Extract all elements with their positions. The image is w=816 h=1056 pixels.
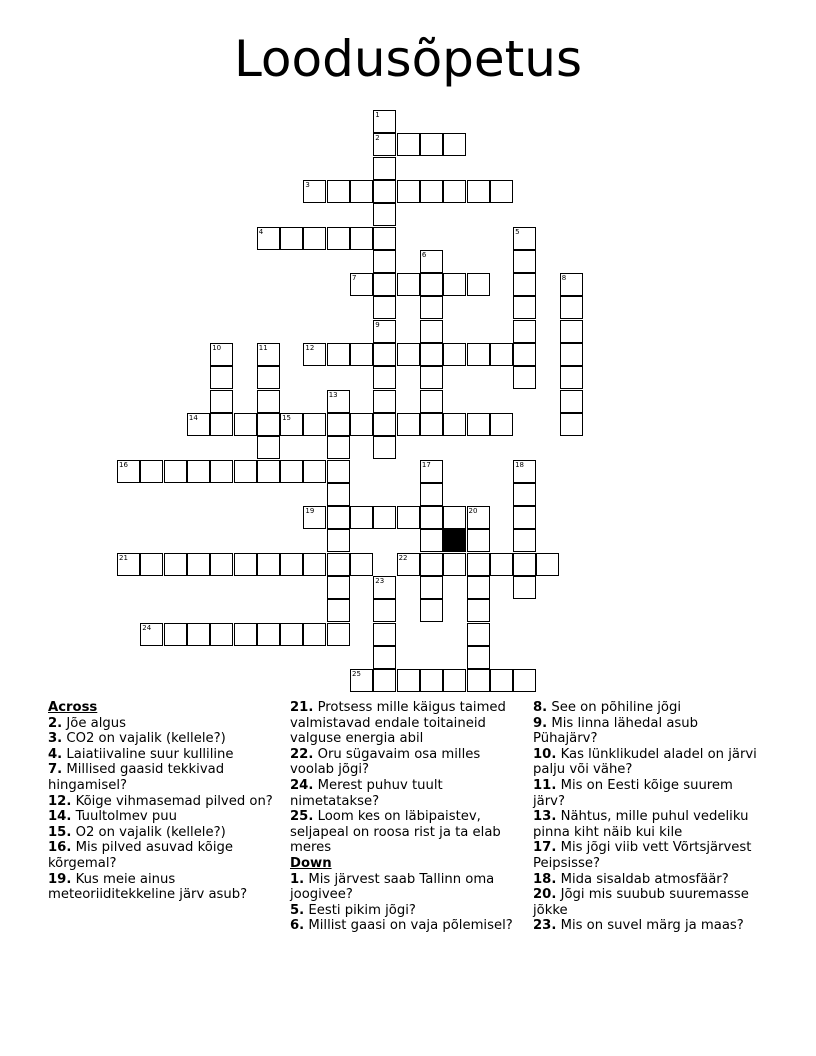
clue-text: Tuultolmev puu — [75, 809, 177, 825]
clue-number-label: 21. — [290, 700, 314, 715]
grid-cell[interactable] — [373, 599, 396, 622]
grid-cell[interactable] — [327, 180, 350, 203]
across-clue — [48, 747, 283, 763]
grid-cell[interactable] — [187, 553, 210, 576]
clue-text: See on põhiline jõgi — [551, 700, 682, 715]
grid-cell[interactable] — [443, 669, 466, 692]
clue-number-label: 19. — [48, 871, 72, 887]
clue-number-label: 13. — [533, 809, 557, 825]
grid-cell[interactable] — [373, 133, 396, 156]
grid-cell[interactable] — [210, 366, 233, 389]
grid-cell[interactable] — [164, 623, 187, 646]
grid-cell[interactable] — [420, 366, 443, 389]
puzzle-title: Loodusõpetus — [233, 30, 583, 88]
clue-text: Jõgi mis suubub suuremasse jõkke — [533, 887, 749, 918]
clue-text: Mis on suvel märg ja maas? — [560, 918, 744, 934]
across-heading: Across — [48, 700, 98, 715]
grid-cell[interactable] — [443, 180, 466, 203]
clue-text: Mis pilved asuvad kõige kõrgemal? — [48, 840, 234, 871]
grid-cell[interactable] — [234, 553, 257, 576]
grid-cell[interactable] — [327, 576, 350, 599]
grid-cell[interactable] — [397, 669, 420, 692]
grid-cell[interactable] — [397, 506, 420, 529]
clue-text: Jõe algus — [66, 715, 126, 731]
grid-cell[interactable] — [257, 413, 280, 436]
grid-cell[interactable] — [350, 506, 373, 529]
grid-cell[interactable] — [420, 250, 443, 273]
grid-cell[interactable] — [560, 366, 583, 389]
grid-cell[interactable] — [164, 460, 187, 483]
clue-text: Kus meie ainus meteoriiditekkeline järv asub? — [48, 871, 248, 903]
grid-cell[interactable] — [373, 203, 396, 226]
clue-text: Mis on Eesti kõige suurem järv? — [533, 777, 733, 809]
grid-cell[interactable] — [560, 343, 583, 366]
across-clue — [48, 762, 283, 793]
down-clue — [533, 716, 765, 747]
grid-cell[interactable] — [513, 366, 536, 389]
across-clue — [48, 731, 283, 747]
clue-text: Kõige vihmasemad pilved on? — [75, 793, 273, 809]
grid-cell[interactable] — [257, 460, 280, 483]
clue-number: 22 — [398, 553, 408, 562]
grid-cell[interactable] — [513, 576, 536, 599]
grid-cell[interactable] — [513, 343, 536, 366]
grid-cell[interactable] — [397, 180, 420, 203]
clue-number-label: 8. — [533, 700, 548, 715]
grid-cell[interactable] — [140, 623, 163, 646]
across-clue — [48, 872, 283, 903]
grid-cell[interactable] — [350, 227, 373, 250]
clue-number: 2 — [375, 134, 380, 143]
grid-cell[interactable] — [327, 553, 350, 576]
grid-cell[interactable] — [397, 413, 420, 436]
grid-cell[interactable] — [420, 180, 443, 203]
grid-cell[interactable] — [350, 273, 373, 296]
grid-cell[interactable] — [350, 413, 373, 436]
grid-cell[interactable] — [327, 623, 350, 646]
grid-cell[interactable] — [373, 436, 396, 459]
clue-text: Protsess mille käigus taimed valmistavad endale toitaineid valguse energia abil — [290, 700, 506, 747]
clue-number-label: 1. — [290, 871, 305, 887]
grid-cell[interactable] — [350, 669, 373, 692]
grid-cell[interactable] — [117, 553, 140, 576]
clue-text: Mis jõgi viib vett Võrtsjärvest Peipsisse? — [533, 840, 752, 871]
grid-cell[interactable] — [257, 553, 280, 576]
grid-cell[interactable] — [373, 320, 396, 343]
grid-cell[interactable] — [257, 343, 280, 366]
clue-number: 19 — [305, 507, 315, 516]
clue-number-label: 2. — [48, 715, 63, 731]
grid-block-cell — [443, 529, 466, 552]
down-clue — [533, 840, 765, 871]
clue-number-label: 14. — [48, 809, 72, 825]
across-clue — [290, 809, 522, 856]
clue-number-label: 10. — [533, 746, 557, 762]
grid-cell[interactable] — [397, 343, 420, 366]
across-clue — [48, 840, 283, 871]
down-clue — [290, 903, 522, 919]
grid-cell[interactable] — [327, 460, 350, 483]
clues-column-2 — [290, 700, 522, 934]
grid-cell[interactable] — [467, 646, 490, 669]
clue-text: O2 on vajalik (kellele?) — [75, 824, 226, 840]
grid-cell[interactable] — [350, 553, 373, 576]
grid-cell[interactable] — [303, 553, 326, 576]
grid-cell[interactable] — [373, 180, 396, 203]
grid-cell[interactable] — [513, 529, 536, 552]
clue-number-label: 11. — [533, 777, 557, 793]
grid-cell[interactable] — [467, 623, 490, 646]
grid-cell[interactable] — [467, 506, 490, 529]
grid-cell[interactable] — [420, 320, 443, 343]
grid-cell[interactable] — [560, 296, 583, 319]
grid-cell[interactable] — [327, 390, 350, 413]
grid-cell[interactable] — [467, 529, 490, 552]
down-clue — [533, 809, 765, 840]
grid-cell[interactable] — [420, 483, 443, 506]
clues-column-3 — [533, 700, 765, 934]
grid-cell[interactable] — [443, 273, 466, 296]
grid-cell[interactable] — [443, 506, 466, 529]
grid-cell[interactable] — [420, 506, 443, 529]
grid-cell[interactable] — [187, 460, 210, 483]
clue-text: Millised gaasid tekkivad hingamisel? — [48, 762, 225, 793]
grid-cell[interactable] — [257, 227, 280, 250]
grid-cell[interactable] — [303, 227, 326, 250]
clue-number: 14 — [188, 413, 198, 422]
clue-number-label: 3. — [48, 731, 63, 747]
grid-cell[interactable] — [420, 460, 443, 483]
clue-number-label: 6. — [290, 918, 305, 934]
clue-text: Mida sisaldab atmosfäär? — [560, 871, 729, 887]
grid-cell[interactable] — [280, 227, 303, 250]
clue-number: 25 — [352, 670, 361, 679]
grid-cell[interactable] — [210, 413, 233, 436]
clues-column-1 — [48, 700, 283, 903]
clue-number: 9 — [375, 320, 380, 329]
grid-cell[interactable] — [443, 413, 466, 436]
clue-number: 10 — [212, 344, 222, 352]
grid-cell[interactable] — [187, 413, 210, 436]
clue-number: 8 — [561, 274, 567, 283]
grid-cell[interactable] — [420, 133, 443, 156]
grid-cell[interactable] — [373, 296, 396, 319]
grid-cell[interactable] — [303, 180, 326, 203]
clue-number: 3 — [305, 180, 310, 189]
clue-number-label: 4. — [48, 746, 63, 762]
clue-number: 5 — [515, 227, 520, 236]
grid-cell[interactable] — [327, 483, 350, 506]
clue-number: 16 — [119, 460, 128, 469]
grid-cell[interactable] — [327, 529, 350, 552]
clue-number-label: 16. — [48, 840, 72, 856]
grid-cell[interactable] — [373, 227, 396, 250]
grid-cell[interactable] — [513, 669, 536, 692]
clue-number: 24 — [142, 623, 152, 632]
grid-cell[interactable] — [210, 553, 233, 576]
clue-number-label: 5. — [290, 902, 305, 918]
clue-text: Mis järvest saab Tallinn oma joogivee? — [290, 871, 495, 903]
grid-cell[interactable] — [420, 296, 443, 319]
grid-cell[interactable] — [373, 343, 396, 366]
grid-cell[interactable] — [513, 483, 536, 506]
clue-number-label: 25. — [290, 809, 314, 825]
across-clue — [290, 700, 522, 747]
clue-text: Merest puhuv tuult nimetatakse? — [290, 777, 443, 809]
grid-cell[interactable] — [327, 506, 350, 529]
grid-cell[interactable] — [490, 343, 513, 366]
clue-number-label: 24. — [290, 777, 314, 793]
grid-cell[interactable] — [303, 413, 326, 436]
grid-cell[interactable] — [443, 343, 466, 366]
down-clue — [533, 778, 765, 809]
clue-text: Kas lünklikudel aladel on järvi palju või vähe? — [533, 746, 757, 778]
grid-cell[interactable] — [397, 133, 420, 156]
grid-cell[interactable] — [490, 413, 513, 436]
grid-cell[interactable] — [420, 576, 443, 599]
grid-cell[interactable] — [560, 273, 583, 296]
grid-cell[interactable] — [467, 273, 490, 296]
grid-cell[interactable] — [536, 553, 559, 576]
grid-cell[interactable] — [187, 623, 210, 646]
grid-cell[interactable] — [467, 576, 490, 599]
grid-cell[interactable] — [373, 366, 396, 389]
grid-cell[interactable] — [327, 436, 350, 459]
grid-cell[interactable] — [420, 553, 443, 576]
grid-cell[interactable] — [467, 180, 490, 203]
grid-cell[interactable] — [420, 599, 443, 622]
clue-number-label: 18. — [533, 871, 557, 887]
grid-cell[interactable] — [373, 157, 396, 180]
grid-cell[interactable] — [373, 273, 396, 296]
grid-cell[interactable] — [513, 273, 536, 296]
grid-cell[interactable] — [467, 413, 490, 436]
across-clue — [48, 809, 283, 825]
grid-cell[interactable] — [327, 343, 350, 366]
grid-cell[interactable] — [210, 390, 233, 413]
grid-cell[interactable] — [234, 413, 257, 436]
clue-number-label: 17. — [533, 840, 557, 856]
grid-cell[interactable] — [373, 110, 396, 133]
grid-cell[interactable] — [420, 413, 443, 436]
grid-cell[interactable] — [513, 506, 536, 529]
clue-number: 12 — [305, 344, 315, 352]
grid-cell[interactable] — [303, 506, 326, 529]
grid-cell[interactable] — [397, 273, 420, 296]
clue-text: Oru sügavaim osa milles voolab jõgi? — [290, 746, 481, 778]
grid-cell[interactable] — [373, 669, 396, 692]
down-clue — [533, 872, 765, 888]
grid-cell[interactable] — [140, 553, 163, 576]
grid-cell[interactable] — [467, 553, 490, 576]
grid-cell[interactable] — [420, 669, 443, 692]
clue-number: 11 — [258, 344, 268, 352]
clue-number: 17 — [421, 460, 431, 469]
clue-number-label: 22. — [290, 746, 314, 762]
clue-text: Loom kes on läbipaistev, seljapeal on roosa rist ja ta elab meres — [290, 809, 501, 856]
grid-cell[interactable] — [350, 343, 373, 366]
grid-cell[interactable] — [164, 553, 187, 576]
grid-cell[interactable] — [490, 553, 513, 576]
grid-cell[interactable] — [117, 460, 140, 483]
clue-text: Millist gaasi on vaja põlemisel? — [308, 918, 513, 934]
clue-number-label: 20. — [533, 887, 557, 903]
clue-number: 23 — [375, 577, 385, 585]
grid-cell[interactable] — [513, 227, 536, 250]
clue-number-label: 7. — [48, 762, 63, 778]
grid-cell[interactable] — [443, 133, 466, 156]
grid-cell[interactable] — [373, 576, 396, 599]
grid-cell[interactable] — [280, 413, 303, 436]
grid-cell[interactable] — [373, 390, 396, 413]
clue-number: 21 — [119, 553, 128, 562]
grid-cell[interactable] — [257, 623, 280, 646]
grid-cell[interactable] — [467, 343, 490, 366]
grid-cell[interactable] — [140, 460, 163, 483]
clue-number: 1 — [375, 111, 380, 119]
down-clue — [290, 872, 522, 903]
grid-cell[interactable] — [303, 343, 326, 366]
grid-cell[interactable] — [560, 320, 583, 343]
down-clue — [533, 918, 765, 934]
down-heading: Down — [290, 855, 332, 871]
grid-cell[interactable] — [280, 623, 303, 646]
grid-cell[interactable] — [257, 366, 280, 389]
clue-number-label: 23. — [533, 918, 557, 934]
clue-text: Mis linna lähedal asub Pühajärv? — [533, 715, 699, 747]
clue-number-label: 9. — [533, 715, 548, 731]
grid-cell[interactable] — [513, 320, 536, 343]
clue-text: Nähtus, mille puhul vedeliku pinna kiht näib kui kile — [533, 809, 749, 840]
grid-cell[interactable] — [327, 413, 350, 436]
grid-cell[interactable] — [560, 413, 583, 436]
down-clue — [290, 918, 522, 934]
grid-cell[interactable] — [373, 646, 396, 669]
clue-number: 20 — [468, 507, 478, 516]
clue-number: 13 — [328, 390, 338, 399]
grid-cell[interactable] — [373, 506, 396, 529]
clue-number: 7 — [352, 274, 357, 283]
grid-cell[interactable] — [210, 460, 233, 483]
clue-text: CO2 on vajalik (kellele?) — [66, 731, 226, 747]
grid-cell[interactable] — [234, 460, 257, 483]
clue-number-label: 12. — [48, 793, 72, 809]
across-clue — [48, 825, 283, 841]
clue-number: 18 — [515, 460, 525, 469]
grid-cell[interactable] — [210, 623, 233, 646]
grid-cell[interactable] — [373, 413, 396, 436]
down-clue — [533, 700, 765, 716]
across-clue — [48, 716, 283, 732]
clue-number-label: 15. — [48, 824, 72, 840]
grid-cell[interactable] — [443, 553, 466, 576]
grid-cell[interactable] — [210, 343, 233, 366]
grid-cell[interactable] — [420, 390, 443, 413]
grid-cell[interactable] — [467, 599, 490, 622]
grid-cell[interactable] — [513, 250, 536, 273]
grid-cell[interactable] — [420, 529, 443, 552]
grid-cell[interactable] — [280, 553, 303, 576]
grid-cell[interactable] — [560, 390, 583, 413]
grid-cell[interactable] — [420, 343, 443, 366]
clue-text: Eesti pikim jõgi? — [308, 902, 416, 918]
grid-cell[interactable] — [280, 460, 303, 483]
clue-number: 4 — [258, 227, 264, 236]
across-clue — [290, 747, 522, 778]
grid-cell[interactable] — [373, 250, 396, 273]
down-clue — [533, 747, 765, 778]
grid-cell[interactable] — [467, 669, 490, 692]
clue-text: Laiatiivaline suur kulliline — [66, 746, 234, 762]
grid-cell[interactable] — [513, 460, 536, 483]
across-clue — [48, 794, 283, 810]
across-clue — [290, 778, 522, 809]
grid-cell[interactable] — [303, 460, 326, 483]
grid-cell[interactable] — [513, 296, 536, 319]
grid-cell[interactable] — [373, 623, 396, 646]
clue-number: 15 — [282, 413, 292, 422]
down-clue — [533, 887, 765, 918]
grid-cell[interactable] — [350, 180, 373, 203]
grid-cell[interactable] — [397, 553, 420, 576]
grid-cell[interactable] — [257, 390, 280, 413]
grid-cell[interactable] — [513, 553, 536, 576]
grid-cell[interactable] — [327, 599, 350, 622]
grid-cell[interactable] — [303, 623, 326, 646]
grid-cell[interactable] — [257, 436, 280, 459]
grid-cell[interactable] — [490, 180, 513, 203]
grid-cell[interactable] — [234, 623, 257, 646]
grid-cell[interactable] — [420, 273, 443, 296]
grid-cell[interactable] — [490, 669, 513, 692]
grid-cell[interactable] — [327, 227, 350, 250]
clue-number: 6 — [421, 250, 427, 259]
